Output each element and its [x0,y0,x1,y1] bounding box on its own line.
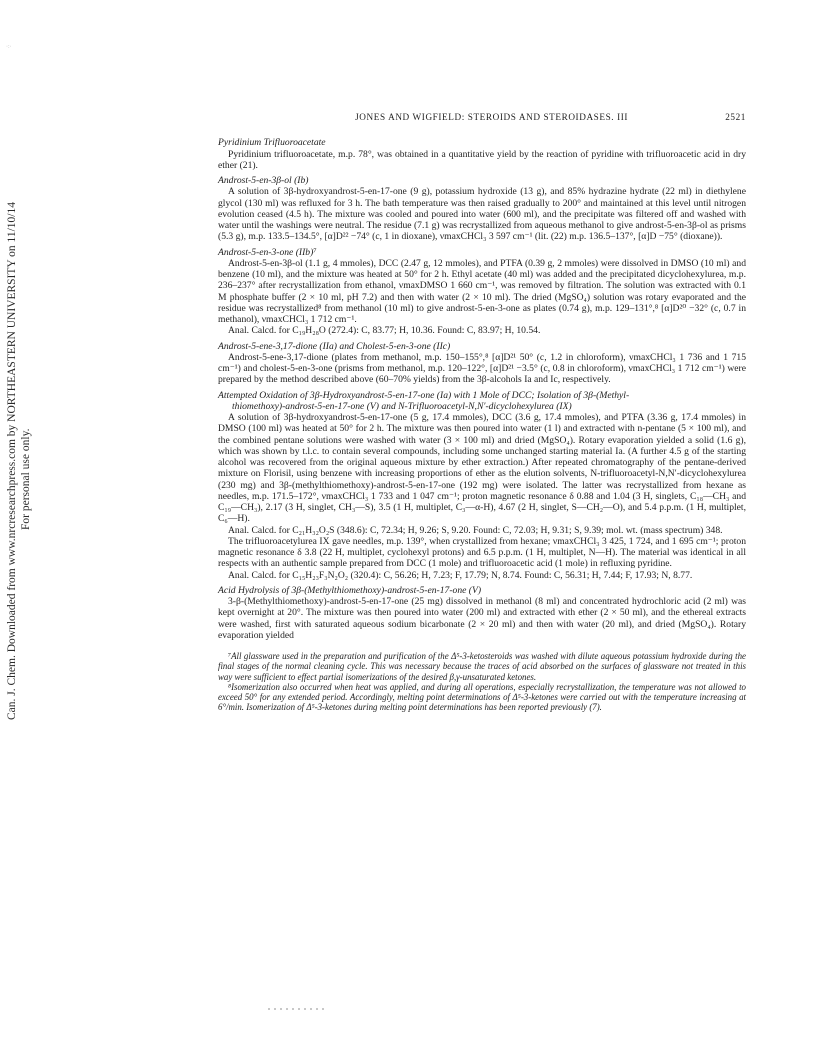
section-heading: Androst-5-en-3-one (IIb)⁷ [218,246,317,258]
paragraph: The trifluoroacetylurea IX gave needles, m.p. 139°, when crystallized from hexane; νmaxCHCl₃ 3 425, 1 724, and 1 695 cm⁻¹; proton magnetic resonance δ 3.8 (22 H, multiplet, cyclohexyl protons) and 6.5 p.p.m. (1 H, multiplet, N—H). The material was identical in all respects with an authentic sample prepared from DCC (1 mole) and trifluoroacetic acid (1 mole) in refluxing pyridine. [218,535,746,570]
section-androst-5-en-3-one [218,247,746,337]
footnotes [218,651,746,713]
section-acid-hydrolysis [218,585,746,641]
article-page [218,112,746,713]
paragraph: Pyridinium trifluoroacetate, m.p. 78°, was obtained in a quantitative yield by the reaction of pyridine with trifluoroacetic acid in dry ether (21). [218,148,746,171]
running-title: JONES AND WIGFIELD: STEROIDS AND STEROIDASES. III [355,112,629,122]
section-pyridinium-trifluoroacetate [218,137,746,171]
analysis-paragraph: Anal. Calcd. for C₁₉H₂₈O (272.4): C, 83.77; H, 10.36. Found: C, 83.97; H, 10.54. [228,325,541,337]
scan-artifact [268,1008,328,1010]
download-notice [0,110,44,730]
section-heading: Androst-5-en-3β-ol (Ib) [218,175,309,186]
section-heading: Androst-5-ene-3,17-dione (IIa) and Cholest-5-en-3-one (IIc) [218,340,451,352]
section-heading-continued: thiomethoxy)-androst-5-en-17-one (V) and N-Trifluoroacetyl-N,N′-dicyclohexylurea (IX) [232,400,572,412]
section-androst-5-ene-dione [218,341,746,386]
section-heading: Attempted Oxidation of 3β-Hydroxyandrost-5-en-17-one (Ia) with 1 Mole of DCC; Isolation of 3β-(Methyl- [218,389,630,401]
paragraph: 3-β-(Methylthiomethoxy)-androst-5-en-17-one (25 mg) dissolved in methanol (8 ml) and concentrated hydrochloric acid (2 ml) was kept overnight at 20°. The mixture was then poured into water (200 ml) and extracted with ether (2 × 50 ml), and the ethereal extracts were washed, first with saturated aqueous sodium bicarbonate (2 × 20 ml) and then with water (20 ml), and dried (MgSO₄). Rotary evaporation yielded [218,596,746,641]
section-attempted-oxidation [218,390,746,581]
download-notice-line-2: For personal use only. [20,428,32,530]
analysis-paragraph: Anal. Calcd. for C₂₁H₃₂O₂S (348.6): C, 72.34; H, 9.26; S, 9.20. Found: C, 72.03; H, 9.31; S, 9.39; mol. wt. (mass spectrum) 348. [228,524,723,536]
analysis-paragraph: Anal. Calcd. for C₁₅H₂₃F₃N₂O₂ (320.4): C, 56.26; H, 7.23; F, 17.79; N, 8.74. Found: C, 56.31; H, 7.44; F, 17.93; N, 8.77. [228,569,693,581]
footnote-7: ⁷All glassware used in the preparation and purification of the Δ⁵-3-ketosteroids was washed with dilute aqueous potassium hydroxide during the final stages of the normal cleaning cycle. This was necessary because the traces of acid absorbed on the surfaces of glassware not treated in this way were sufficient to effect partial isomerizations of the desired β,γ-unsaturated ketones. [218,651,746,682]
section-heading: Acid Hydrolysis of 3β-(Methylthiomethoxy)-androst-5-en-17-one (V) [218,584,482,596]
running-header [218,112,746,123]
footnote-8: ⁸Isomerization also occurred when heat was applied, and during all operations, especially recrystallization, the temperature was not allowed to exceed 50° for any extended period. Accordingly, melting point determinations of Δ⁵-3-ketones were carried out with the temperature increasing at 6°/min. Isomerization of Δ⁵-3-ketones during melting point determinations has been reported previously (7). [218,681,746,713]
scan-speck: ·:· [6,44,12,50]
paragraph: A solution of 3β-hydroxyandrost-5-en-17-one (5 g, 17.4 mmoles), DCC (3.6 g, 17.4 mmoles), and PTFA (3.36 g, 17.4 mmoles) in DMSO (100 ml) was heated at 50° for 2 h. The mixture was then poured into water (1 l) and extracted with n-pentane (5 × 100 ml), and the combined pentane solutions were washed with water (3 × 100 ml) and dried (MgSO₄). Rotary evaporation yielded a solid (1.6 g), which was shown by t.l.c. to contain several compounds, including some unchanged starting material Ia. (A further 4.5 g of the starting alcohol was recovered from the original aqueous mixture by ether extraction.) After repeated chromatography of the pentane-derived mixture on Florisil, using benzene with increasing proportions of ether as the elution solvents, N-trifluoroacetyl-N,N′-dicyclohexylurea (230 mg) and 3β-(methylthiomethoxy)-androst-5-en-17-one (192 mg) were isolated. The latter was recrystallized from hexane as needles, m.p. 171.5–172°, νmaxCHCl₃ 1 733 and 1 047 cm⁻¹; proton magnetic resonance δ 0.88 and 1.04 (3 H, singlets, C₁₈—CH₃ and C₁₉—CH₃), 2.17 (3 H, singlet, CH₃—S), 3.5 (1 H, multiplet, C₃—α-H), 4.67 (2 H, singlet, S—CH₂—O), and 5.4 p.p.m. (1 H, multiplet, C₆—H). [218,412,746,525]
paragraph: Androst-5-ene-3,17-dione (plates from methanol, m.p. 150–155°,⁸ [α]D²¹ 50° (c, 1.2 in chloroform), νmaxCHCl₃ 1 736 and 1 715 cm⁻¹) and cholest-5-en-3-one (prisms from methanol, m.p. 120–122°, [α]D²¹ −3.5° (c, 0.8 in chloroform), νmaxCHCl₃ 1 712 cm⁻¹) were prepared by the method described above (60–70% yields) from the 3β-alcohols Ia and Ic, respectively. [218,351,746,386]
paragraph: A solution of 3β-hydroxyandrost-5-en-17-one (9 g), potassium hydroxide (13 g), and 85% hydrazine hydrate (22 ml) in diethylene glycol (130 ml) was refluxed for 3 h. The bath temperature was then raised gradually to 200° and maintained at this level until nitrogen evolution ceased (4.5 h). The mixture was cooled and poured into water (600 ml), and the precipitate was filtered off and washed with water until the washings were neutral. The residue (7.1 g) was recrystallized from aqueous methanol to give androst-5-en-3β-ol as prisms (5.3 g), m.p. 133.5–134.5°, [α]D²² −74° (c, 1 in dioxane), νmaxCHCl₃ 3 597 cm⁻¹ (lit. (22) m.p. 136.5–137°, [α]D −75° (dioxane)). [218,186,746,243]
section-androst-5-en-3b-ol [218,175,746,243]
section-heading: Pyridinium Trifluoroacetate [218,137,326,149]
download-notice-line-1: Can. J. Chem. Downloaded from www.nrcresearchpress.com by NORTHEASTERN UNIVERSITY on 11/10/14 [6,202,18,720]
paragraph: Androst-5-en-3β-ol (1.1 g, 4 mmoles), DCC (2.47 g, 12 mmoles), and PTFA (0.39 g, 2 mmoles) were dissolved in DMSO (10 ml) and benzene (10 ml), and the mixture was heated at 50° for 2 h. Ethyl acetate (40 ml) was added and the precipitated dicyclohexylurea, m.p. 236–237° after recrystallization from ethanol, νmaxDMSO 1 660 cm⁻¹, was removed by filtration. The solution was extracted with 0.1 M phosphate buffer (2 × 10 ml, pH 7.2) and then with water (2 × 10 ml). The dried (MgSO₄) solution was rotary evaporated and the residue was recrystallized⁸ from methanol (10 ml) to give androst-5-en-3-one as plates (0.74 g), m.p. 129–131°,⁸ [α]D²⁰ −32° (c, 0.7 in methanol), νmaxCHCl₃ 1 712 cm⁻¹. [218,257,746,325]
page-number: 2521 [725,112,746,122]
